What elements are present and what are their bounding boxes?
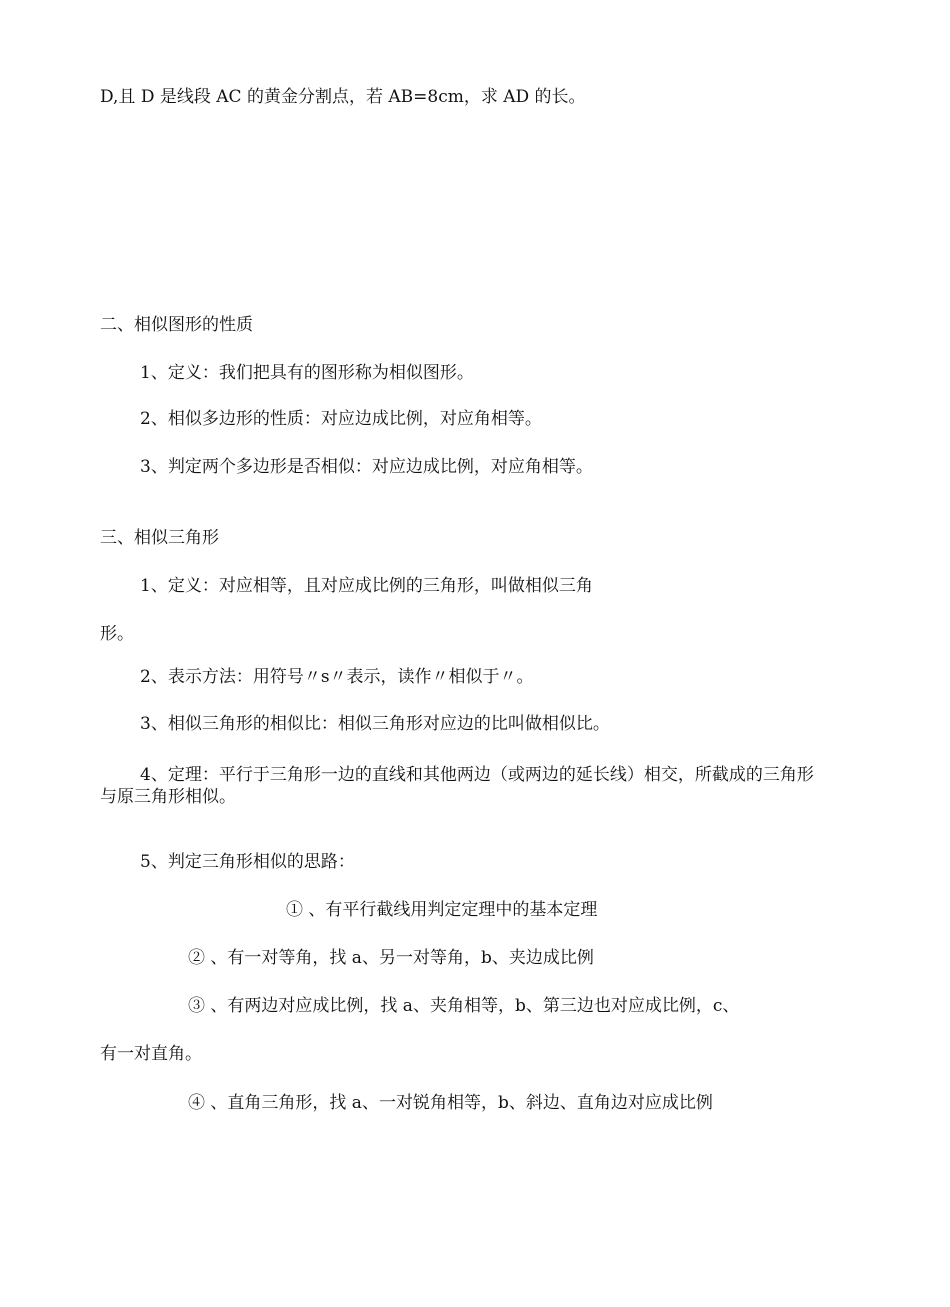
paragraph-theorem: 4、定理：平行于三角形一边的直线和其他两边（或两边的延长线）相交，所截成的三角形与原三角形相似。 bbox=[100, 765, 814, 807]
paragraph-triangle-definition: 1、定义：对应相等，且对应成比例的三角形，叫做相似三角 bbox=[140, 576, 593, 596]
paragraph-criteria-intro: 5、判定三角形相似的思路： bbox=[140, 852, 355, 872]
paragraph-polygon-criteria: 3、判定两个多边形是否相似：对应边成比例，对应角相等。 bbox=[140, 457, 593, 477]
criterion-3-cont: 有一对直角。 bbox=[100, 1044, 202, 1064]
paragraph-similarity-ratio: 3、相似三角形的相似比：相似三角形对应边的比叫做相似比。 bbox=[140, 714, 610, 734]
criterion-4: ④ 、直角三角形，找 a、一对锐角相等，b、斜边、直角边对应成比例 bbox=[188, 1093, 713, 1113]
criterion-3: ③ 、有两边对应成比例，找 a、夹角相等，b、第三边也对应成比例，c、 bbox=[188, 996, 740, 1016]
section-heading-similar-figures: 二、相似图形的性质 bbox=[100, 315, 253, 335]
paragraph-notation: 2、表示方法：用符号〃s〃表示，读作〃相似于〃。 bbox=[140, 667, 534, 687]
criterion-2: ② 、有一对等角，找 a、另一对等角，b、夹边成比例 bbox=[188, 948, 594, 968]
section-heading-similar-triangles: 三、相似三角形 bbox=[100, 528, 219, 548]
paragraph-definition: 1、定义：我们把具有的图形称为相似图形。 bbox=[140, 363, 474, 383]
paragraph-polygon-properties: 2、相似多边形的性质：对应边成比例，对应角相等。 bbox=[140, 409, 542, 429]
criterion-1: ① 、有平行截线用判定定理中的基本定理 bbox=[286, 900, 598, 920]
paragraph-triangle-definition-cont: 形。 bbox=[100, 624, 134, 644]
intro-text: D,且 D 是线段 AC 的黄金分割点，若 AB=8cm，求 AD 的长。 bbox=[100, 87, 586, 107]
